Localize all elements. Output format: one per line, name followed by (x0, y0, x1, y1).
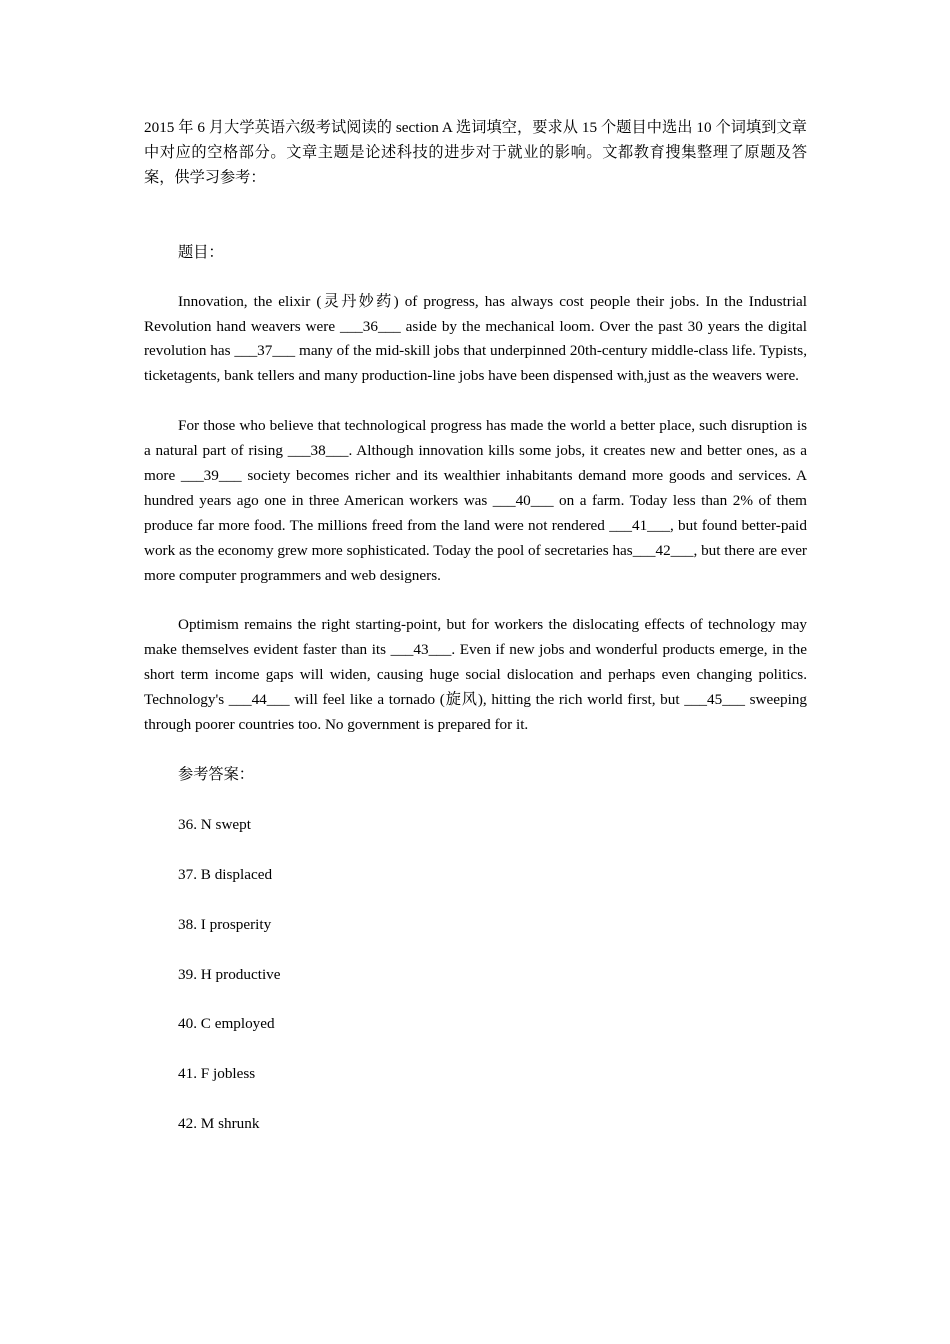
answer-item-42: 42. M shrunk (178, 1115, 260, 1133)
answer-item-41: 41. F jobless (178, 1065, 256, 1083)
intro-paragraph: 2015 年 6 月大学英语六级考试阅读的 section A 选词填空，要求从 15 个题目中选出 10 个词填到文章中对应的空格部分。文章主题是论述科技的进步对于就业的影响。文都教育搜集整理了原题及答案，供学习参考： (144, 119, 807, 186)
answer-item-36: 36. N swept (178, 815, 251, 833)
document-page (144, 116, 807, 1137)
passage-paragraph-1: Innovation, the elixir (灵丹妙药) of progress, has always cost people their jobs. In the Industrial Revolution hand weavers were ___36___ aside by the mechanical loom. Over the past 30 years the digital revolution has ___37___ many of the mid-skill jobs that underpinned 20th-century middle-class life. Typists, ticketagents, bank tellers and many production-line jobs have been dispensed with,just as the weavers were. (144, 292, 807, 385)
answer-item-38: 38. I prosperity (178, 915, 272, 933)
passage-paragraph-3: Optimism remains the right starting-point, but for workers the dislocating effects of technology may make themselves evident faster than its ___43___. Even if new jobs and wonderful products emerge, in the short term income gaps will widen, causing huge social dislocation and perhaps even changing politics. Technology's ___44___ will feel like a tornado (旋风), hitting the rich world first, but ___45___ sweeping through poorer countries too. No government is prepared for it. (144, 616, 807, 733)
answer-item-40: 40. C employed (178, 1015, 275, 1033)
answer-item-37: 37. B displaced (178, 865, 273, 883)
passage-paragraph-2: For those who believe that technological progress has made the world a better place, such disruption is a natural part of rising ___38___. Although innovation kills some jobs, it creates new and better ones, as a more ___39___ society becomes richer and its wealthier inhabitants demand more goods and services. A hundred years ago one in three American workers was ___40___ on a farm. Today less than 2% of them produce far more food. The millions freed from the land were not rendered ___41___, but found better-paid work as the economy grew more sophisticated. Today the pool of secretaries has___42___, but there are ever more computer programmers and web designers. (144, 417, 807, 584)
question-heading: 题目： (178, 243, 224, 261)
answer-item-39: 39. H productive (178, 965, 281, 983)
answer-heading: 参考答案： (178, 765, 254, 783)
